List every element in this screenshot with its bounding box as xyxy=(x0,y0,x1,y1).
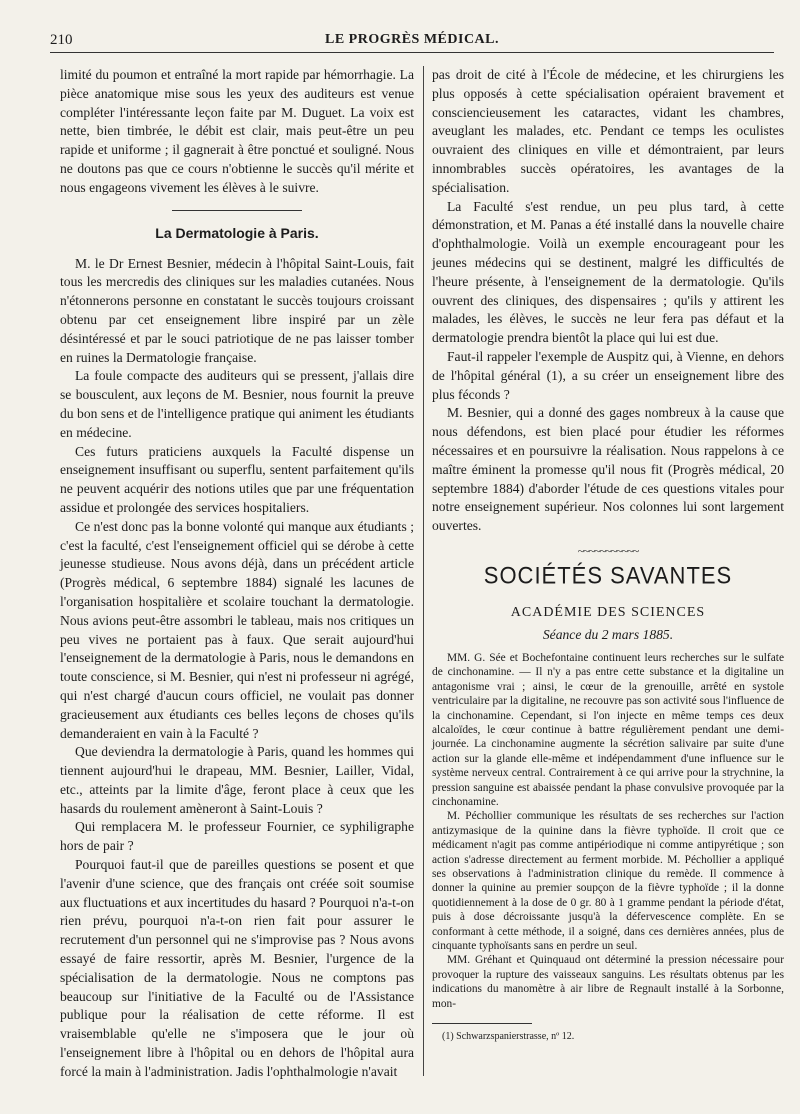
societies-heading: SOCIÉTÉS SAVANTES xyxy=(483,561,733,590)
body-paragraph: Ce n'est donc pas la bonne volonté qui manque aux étudiants ; c'est la faculté, c'est l'enseignement officiel qui se dérobe à cette jeunesse studieuse. Nous avons déjà, dans un précédent article (Progrès médical, 6 septembre 1884) signalé les lacunes de l'organisation hospitalière et scolaire touchant la dermatologie. Nous avions peut-être assombri le tableau, mais nos critiques un peu vives ne portaient pas à faux. Que serait aujourd'hui l'enseignement de la dermatologie à Paris, nous le demandons en toute conscience, si M. Besnier, qui n'est ni professeur ni agrégé, qui n'est chargé d'aucun cours officiel, ne voulait pas donner gracieusement aux étudiants ces belles leçons de choses qu'ils demanderaient en vain à la Faculté ? xyxy=(60,518,414,741)
body-paragraph: Ces futurs praticiens auxquels la Faculté dispense un enseignement insuffisant ou superflu, sentent parfaitement qu'ils ne peuvent acquérir des notions utiles que par une fréquentation assidue et prolongée des services hospitaliers. xyxy=(60,443,414,515)
page-number: 210 xyxy=(50,32,73,48)
session-date: Séance du 2 mars 1885. xyxy=(542,626,674,642)
body-paragraph: Que deviendra la dermatologie à Paris, quand les hommes qui tiennent aujourd'hui le drapeau, MM. Besnier, Lailler, Vidal, etc., atteints par la limite d'âge, feront place à ceux que les hasards du roulement amèneront à Saint-Louis ? xyxy=(60,744,414,816)
body-paragraph: La foule compacte des auditeurs qui se pressent, j'allais dire se bousculent, aux leçons de M. Besnier, nous fournit la preuve du bon sens et de l'intelligence pratique qui animent les étudiants en médecine. xyxy=(60,368,414,440)
footnote-divider xyxy=(432,1023,532,1024)
body-paragraph: Faut-il rappeler l'exemple de Auspitz qui, à Vienne, en dehors de l'hôpital général (1), a su créer un enseignement libre des plus féconds ? xyxy=(432,348,784,402)
right-column xyxy=(432,66,784,1043)
report-paragraph: M. Péchollier communique les résultats de ses recherches sur l'action antizymasique de la quinine dans la fièvre typhoïde. Il croit que ce médicament n'agit pas comme antipériodique ni comme antipyrétique ; son action s'adresse directement au ferment morbide. M. Péchollier a appliqué ses observations à l'administration clinique du remède. Il commence à donner la quinine au premier soupçon de la fièvre typhoïde ; il la donne quotidiennement à la dose de 0 gr. 80 à 1 gramme pendant la période d'état, puis à dose décroissante jusqu'à la défervescence complète. En se conformant à cette méthode, il a soigné, dans ces dernières années, plus de cinquante typhoïsants sans en perdre un seul. xyxy=(432,810,784,953)
academy-heading: ACADÉMIE DES SCIENCES xyxy=(510,604,706,620)
running-title: LE PROGRÈS MÉDICAL. xyxy=(324,32,500,47)
body-paragraph: Qui remplacera M. le professeur Fournier, ce syphiligraphe hors de pair ? xyxy=(60,819,414,854)
report-paragraph: MM. G. Sée et Bochefontaine continuent leurs recherches sur le sulfate de cinchonamine. — Il n'y a pas entre cette substance et la digitaline un antagonisme vrai ; ainsi, le cœur de la grenouille, arrêté en systole ventriculaire par la digitaline, ne recouvre pas son activité sous l'influence de la cinchonamine. Cependant, si l'on injecte en même temps ces deux alcaloïdes, le cœur continue à battre régulièrement pendant une demi-journée. La cinchonamine augmente la sécrétion salivaire par suite d'une action sur la glande elle-même et indépendamment d'une influence sur le système nerveux central. Contrairement à ce qui arrive pour la strychnine, la pression sanguine est abaissée pendant la phase convulsive provoquée par la cinchonamine. xyxy=(432,651,784,808)
body-paragraph: M. Besnier, qui a donné des gages nombreux à la cause que nous défendons, est bien placé pour étudier les réformes nécessaires et en poursuivre la réalisation. Nous rappelons à ce maître éminent la promesse qu'il nous fit (Progrès médical, 20 septembre 1884) d'aborder l'étude de ces questions vitales pour notre enseignement supérieur. Nos colonnes lui sont largement ouvertes. xyxy=(432,405,784,534)
page-header xyxy=(50,30,774,53)
left-column xyxy=(60,66,414,1082)
body-paragraph: Pourquoi faut-il que de pareilles questions se posent et que l'avenir d'une science, que des français ont créée soit soumise aux fluctuations et aux incertitudes du hasard ? Pourquoi n'a-t-on rien prévu, pourquoi n'a-t-on rien fait pour assurer le recrutement d'un personnel qui ne s'improvise pas ? Nous avons essayé de faire ressortir, après M. Besnier, l'urgence de la spécialisation de la dermatologie. Nous ne comptons pas beaucoup sur l'initiative de la Faculté ou de l'Assistance publique pour la réalisation de cette réforme. Il est vraisemblable qu'elle ne s'imposera que le jour où l'enseignement libre à l'hôpital ou en dehors de l'hôpital aura forcé la main à l'administration. Jadis l'ophthalmologie n'avait xyxy=(60,857,414,1079)
footnote: (1) Schwarzspanierstrasse, nº 12. xyxy=(442,1031,575,1043)
section-title: La Dermatologie à Paris. xyxy=(155,224,319,241)
report-paragraph: MM. Gréhant et Quinquaud ont déterminé la pression nécessaire pour provoquer la rupture des vaisseaux sanguins. Les résultats obtenus par les indications du manomètre à air libre de Regnault installé à la Sorbonne, mon- xyxy=(432,954,784,1010)
body-paragraph: M. le Dr Ernest Besnier, médecin à l'hôpital Saint-Louis, fait tous les mercredis des cliniques sur les maladies cutanées. Nous n'étonnerons personne en constatant le succès toujours croissant obtenu par cet enseignement libre inspiré par un zèle désintéressé et par le souci patriotique de ne pas laisser tomber en ruines la Dermatologie française. xyxy=(60,255,414,365)
body-paragraph: pas droit de cité à l'École de médecine, et les chirurgiens les plus opposés à cette spécialisation opéraient bravement et consciencieusement les cataractes, vidant les chambres, aveuglant les malades, etc. Pendant ce temps les oculistes ouvraient des cliniques en ville et démontraient, par leurs innombrables succès opératoires, les avantages de la spécialisation. xyxy=(432,67,784,195)
intro-paragraph: limité du poumon et entraîné la mort rapide par hémorrhagie. La pièce anatomique mise sous les yeux des auditeurs est venue compléter l'intéressante leçon faite par M. Duguet. La voix est nette, bien timbrée, le débit est clair, mais peut-être un peu rapide et uniforme ; il gagnerait à être ponctué et souligné. Nous ne doutons pas que ce cours n'obtienne le succès qu'il mérite et nous engageons vivement les élèves à le suivre. xyxy=(60,67,414,195)
academy-report xyxy=(432,651,784,1011)
column-divider xyxy=(423,66,424,1076)
section-divider xyxy=(172,210,302,211)
body-paragraph: La Faculté s'est rendue, un peu plus tard, à cette démonstration, et M. Panas a été installé dans la nouvelle chaire d'ophthalmologie. Voilà un exemple encourageant pour les jeunes médecins qui se destinent, malgré les difficultés de l'heure présente, à l'enseignement de la dermatologie. Qu'ils ouvrent des cliniques, des dispensaires ; qu'ils y attirent les malades, les élèves, le succès ne leur fera pas défaut et la dermatologie prendra bientôt la place qui lui est due. xyxy=(432,198,784,346)
ornament-divider: ~~~~~~~~~~~ xyxy=(577,543,639,558)
